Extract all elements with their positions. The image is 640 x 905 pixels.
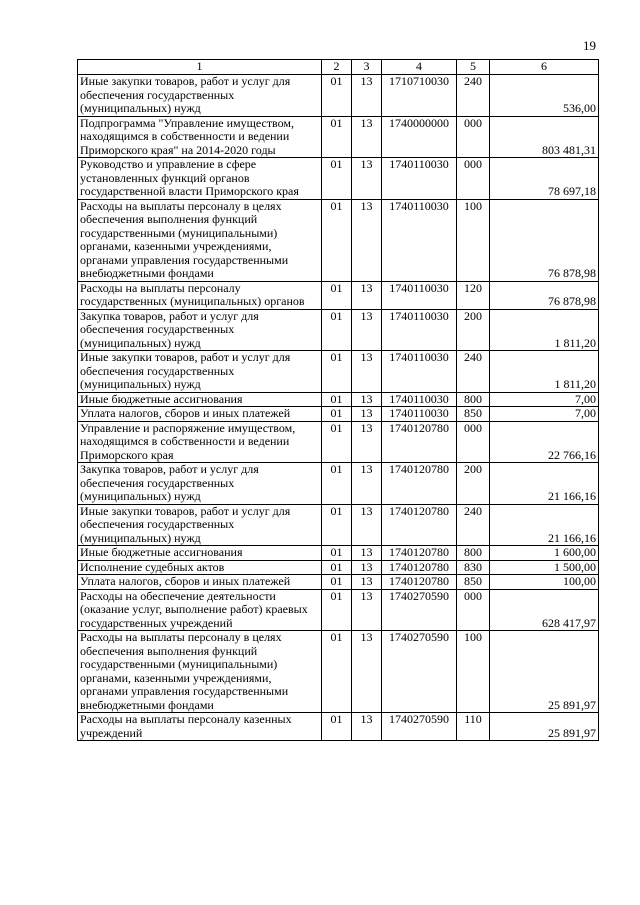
row-cell-4: 1740120780	[382, 504, 457, 546]
row-cell-2: 01	[322, 116, 352, 158]
row-cell-5: 240	[457, 504, 490, 546]
row-cell-6: 25 891,97	[490, 631, 599, 713]
row-cell-4: 1740120780	[382, 560, 457, 575]
row-cell-3: 13	[352, 463, 382, 505]
row-cell-3: 13	[352, 199, 382, 281]
row-cell-3: 13	[352, 309, 382, 351]
header-cell: 4	[382, 60, 457, 75]
row-cell-4: 1740110030	[382, 309, 457, 351]
row-cell-5: 110	[457, 713, 490, 741]
row-cell-2: 01	[322, 589, 352, 631]
row-cell-6: 1 811,20	[490, 351, 599, 393]
row-cell-6: 7,00	[490, 407, 599, 422]
table-row	[78, 75, 599, 117]
row-cell-6: 628 417,97	[490, 589, 599, 631]
row-cell-4: 1710710030	[382, 75, 457, 117]
row-cell-3: 13	[352, 75, 382, 117]
row-cell-6: 78 697,18	[490, 158, 599, 200]
row-cell-3: 13	[352, 407, 382, 422]
row-cell-5: 240	[457, 351, 490, 393]
row-cell-4: 1740120780	[382, 546, 457, 561]
row-cell-3: 13	[352, 546, 382, 561]
row-cell-4: 1740110030	[382, 158, 457, 200]
row-cell-2: 01	[322, 463, 352, 505]
row-name-cell: Иные бюджетные ассигнования	[78, 546, 322, 561]
row-name-cell: Иные закупки товаров, работ и услуг для обеспечения государственных (муниципальных) нужд	[78, 351, 322, 393]
table-row	[78, 351, 599, 393]
row-cell-2: 01	[322, 281, 352, 309]
row-cell-6: 22 766,16	[490, 421, 599, 463]
row-cell-3: 13	[352, 631, 382, 713]
row-cell-5: 800	[457, 546, 490, 561]
row-cell-4: 1740110030	[382, 281, 457, 309]
table-row	[78, 589, 599, 631]
row-name-cell: Расходы на выплаты персоналу в целях обеспечения выполнения функций государственными (муниципальными) органами, казенными учреждениями, органами управления государственными внебюджетными фондами	[78, 631, 322, 713]
header-cell: 6	[490, 60, 599, 75]
table-row	[78, 281, 599, 309]
row-name-cell: Управление и распоряжение имуществом, находящимся в собственности и ведении Приморского края	[78, 421, 322, 463]
table-row	[78, 713, 599, 741]
row-cell-5: 850	[457, 575, 490, 590]
row-name-cell: Иные закупки товаров, работ и услуг для обеспечения государственных (муниципальных) нужд	[78, 75, 322, 117]
row-cell-2: 01	[322, 504, 352, 546]
row-cell-4: 1740110030	[382, 407, 457, 422]
row-cell-2: 01	[322, 351, 352, 393]
row-cell-3: 13	[352, 351, 382, 393]
row-cell-4: 1740120780	[382, 575, 457, 590]
row-name-cell: Расходы на обеспечение деятельности (оказание услуг, выполнение работ) краевых государственных учреждений	[78, 589, 322, 631]
row-cell-6: 1 500,00	[490, 560, 599, 575]
row-name-cell: Расходы на выплаты персоналу в целях обеспечения выполнения функций государственными (муниципальными) органами, казенными учреждениями, органами управления государственными внебюджетными фондами	[78, 199, 322, 281]
row-cell-3: 13	[352, 116, 382, 158]
table-row	[78, 309, 599, 351]
row-cell-3: 13	[352, 589, 382, 631]
row-cell-4: 1740120780	[382, 463, 457, 505]
row-name-cell: Уплата налогов, сборов и иных платежей	[78, 407, 322, 422]
row-cell-6: 76 878,98	[490, 199, 599, 281]
table-row	[78, 116, 599, 158]
row-cell-4: 1740000000	[382, 116, 457, 158]
row-cell-3: 13	[352, 560, 382, 575]
row-cell-6: 7,00	[490, 392, 599, 407]
budget-table	[77, 59, 599, 741]
row-cell-3: 13	[352, 575, 382, 590]
header-cell: 1	[78, 60, 322, 75]
row-cell-6: 100,00	[490, 575, 599, 590]
row-name-cell: Закупка товаров, работ и услуг для обеспечения государственных (муниципальных) нужд	[78, 309, 322, 351]
row-cell-2: 01	[322, 421, 352, 463]
row-cell-2: 01	[322, 560, 352, 575]
row-name-cell: Уплата налогов, сборов и иных платежей	[78, 575, 322, 590]
table-row	[78, 158, 599, 200]
row-cell-2: 01	[322, 199, 352, 281]
table-row	[78, 407, 599, 422]
row-cell-4: 1740270590	[382, 713, 457, 741]
row-cell-5: 100	[457, 199, 490, 281]
table-row	[78, 560, 599, 575]
row-cell-6: 25 891,97	[490, 713, 599, 741]
row-cell-4: 1740120780	[382, 421, 457, 463]
row-name-cell: Подпрограмма "Управление имуществом, находящимся в собственности и ведении Приморского края" на 2014-2020 годы	[78, 116, 322, 158]
page-number: 19	[583, 38, 596, 53]
row-cell-6: 1 600,00	[490, 546, 599, 561]
row-cell-6: 76 878,98	[490, 281, 599, 309]
row-cell-3: 13	[352, 504, 382, 546]
row-cell-3: 13	[352, 392, 382, 407]
row-cell-5: 850	[457, 407, 490, 422]
row-name-cell: Руководство и управление в сфере установленных функций органов государственной власти Приморского края	[78, 158, 322, 200]
row-name-cell: Расходы на выплаты персоналу казенных учреждений	[78, 713, 322, 741]
row-cell-6: 536,00	[490, 75, 599, 117]
row-cell-4: 1740270590	[382, 631, 457, 713]
table-row	[78, 631, 599, 713]
table-row	[78, 575, 599, 590]
row-cell-2: 01	[322, 575, 352, 590]
row-cell-2: 01	[322, 407, 352, 422]
row-cell-6: 21 166,16	[490, 463, 599, 505]
row-cell-5: 800	[457, 392, 490, 407]
table-row	[78, 463, 599, 505]
row-cell-5: 240	[457, 75, 490, 117]
table-row	[78, 546, 599, 561]
row-cell-4: 1740110030	[382, 199, 457, 281]
row-cell-5: 100	[457, 631, 490, 713]
row-cell-4: 1740110030	[382, 351, 457, 393]
header-cell: 2	[322, 60, 352, 75]
header-cell: 3	[352, 60, 382, 75]
table-row	[78, 199, 599, 281]
row-cell-3: 13	[352, 713, 382, 741]
row-cell-4: 1740110030	[382, 392, 457, 407]
row-cell-5: 200	[457, 309, 490, 351]
row-name-cell: Исполнение судебных актов	[78, 560, 322, 575]
row-cell-5: 830	[457, 560, 490, 575]
row-cell-6: 1 811,20	[490, 309, 599, 351]
table-row	[78, 392, 599, 407]
row-cell-3: 13	[352, 158, 382, 200]
row-cell-5: 000	[457, 158, 490, 200]
row-name-cell: Иные закупки товаров, работ и услуг для обеспечения государственных (муниципальных) нужд	[78, 504, 322, 546]
row-cell-2: 01	[322, 631, 352, 713]
row-name-cell: Закупка товаров, работ и услуг для обеспечения государственных (муниципальных) нужд	[78, 463, 322, 505]
row-cell-6: 803 481,31	[490, 116, 599, 158]
row-cell-5: 000	[457, 421, 490, 463]
row-cell-2: 01	[322, 309, 352, 351]
row-name-cell: Расходы на выплаты персоналу государственных (муниципальных) органов	[78, 281, 322, 309]
row-cell-5: 120	[457, 281, 490, 309]
row-cell-3: 13	[352, 281, 382, 309]
row-cell-4: 1740270590	[382, 589, 457, 631]
row-cell-5: 000	[457, 116, 490, 158]
row-cell-2: 01	[322, 546, 352, 561]
row-cell-2: 01	[322, 158, 352, 200]
header-row	[78, 60, 599, 75]
row-cell-2: 01	[322, 713, 352, 741]
table-row	[78, 504, 599, 546]
row-name-cell: Иные бюджетные ассигнования	[78, 392, 322, 407]
row-cell-5: 000	[457, 589, 490, 631]
row-cell-2: 01	[322, 75, 352, 117]
row-cell-3: 13	[352, 421, 382, 463]
row-cell-5: 200	[457, 463, 490, 505]
table-row	[78, 421, 599, 463]
row-cell-2: 01	[322, 392, 352, 407]
row-cell-6: 21 166,16	[490, 504, 599, 546]
header-cell: 5	[457, 60, 490, 75]
